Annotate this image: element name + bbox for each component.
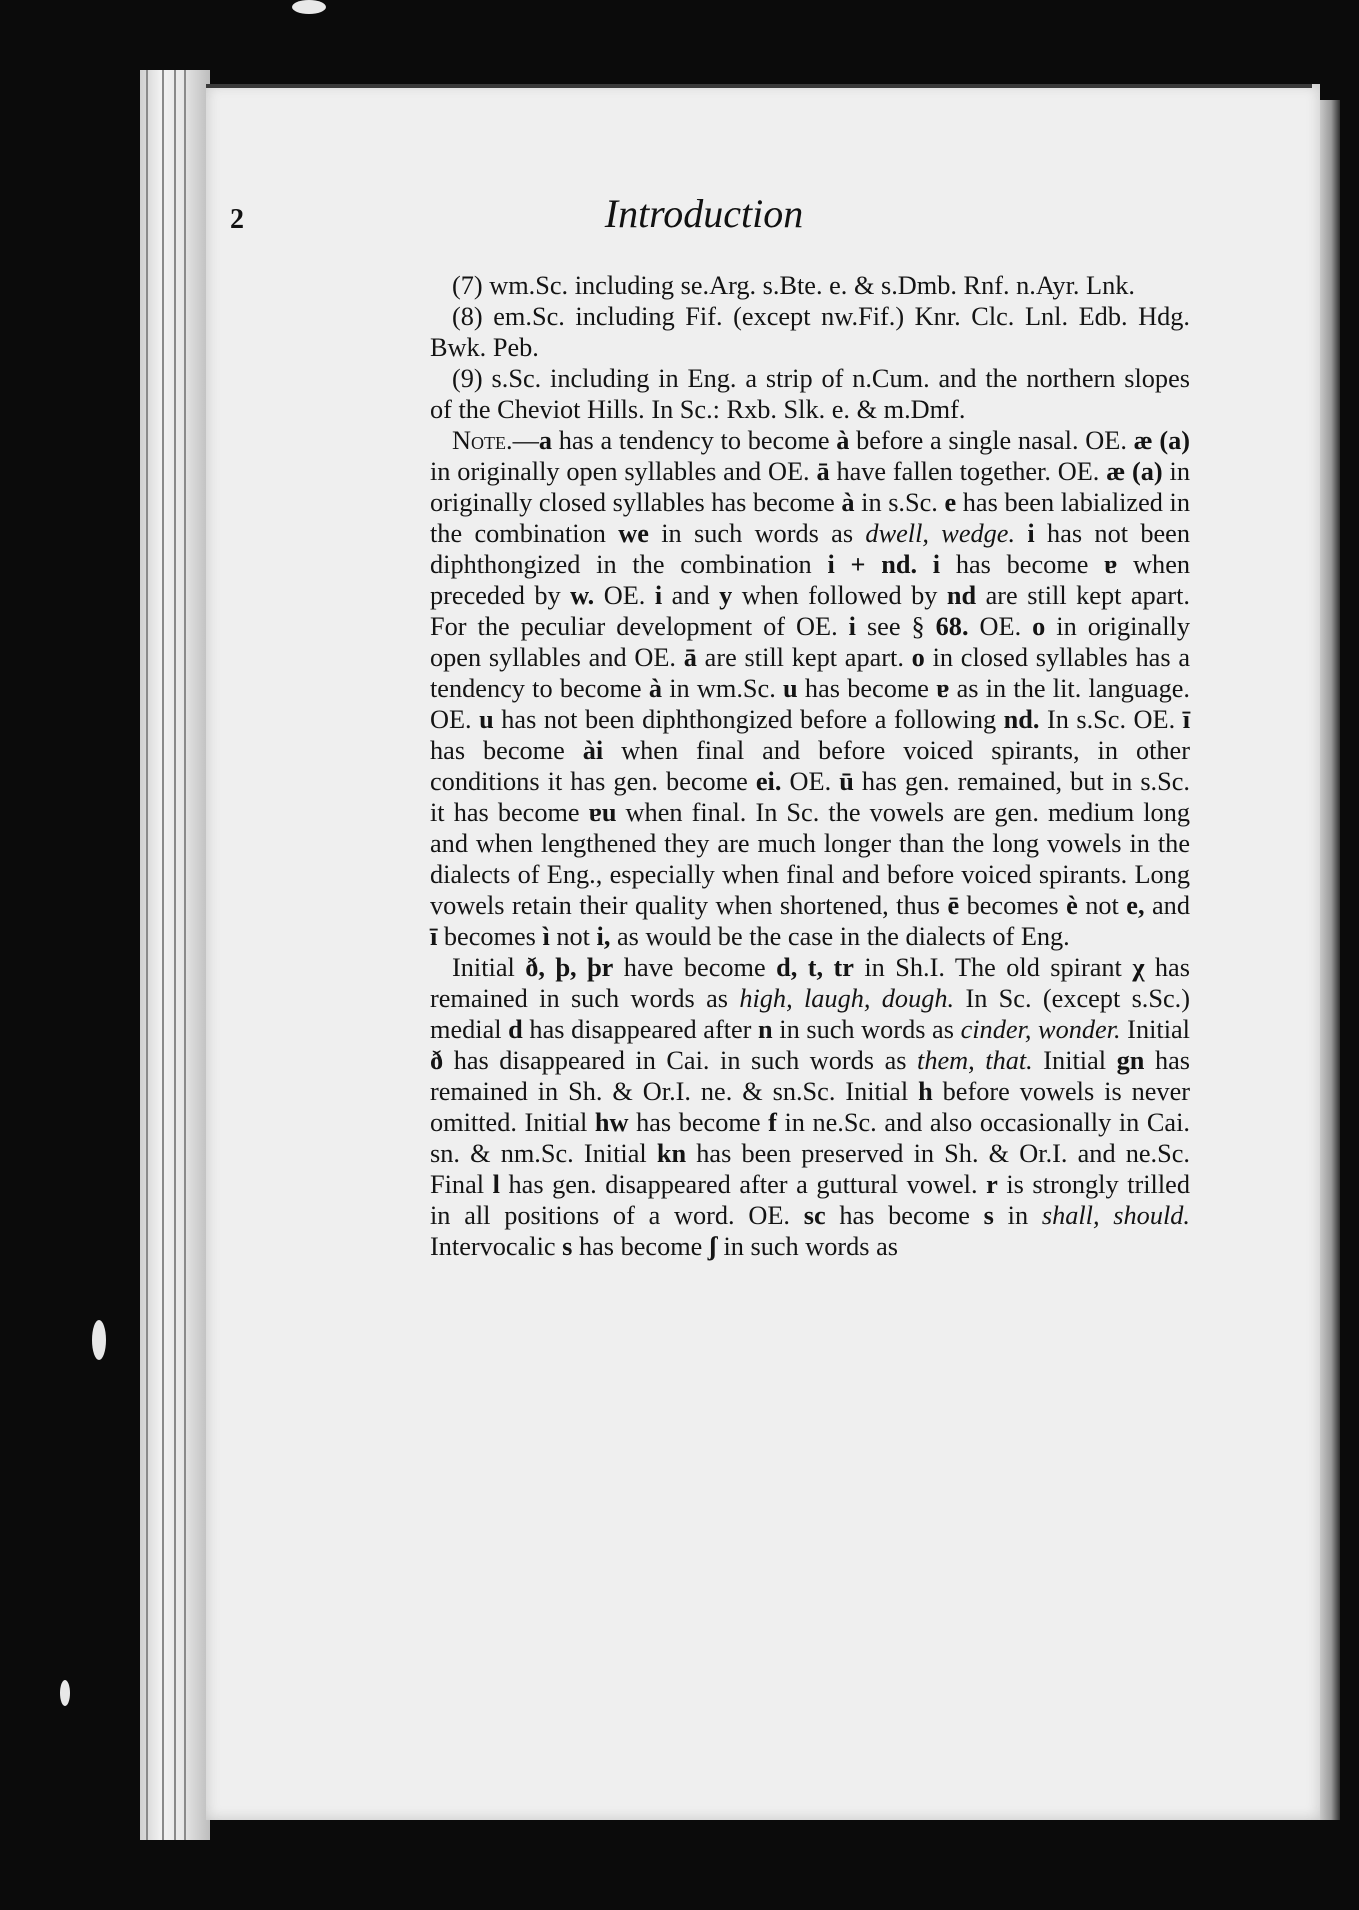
- text-run: e,: [1126, 891, 1145, 920]
- text-run: In s.Sc. OE.: [1039, 705, 1183, 734]
- text-run: ài: [582, 736, 604, 765]
- text-run: a: [538, 426, 553, 455]
- text-run: ei.: [755, 767, 782, 796]
- text-run: æ (a): [1133, 426, 1191, 455]
- page-edge-line: [162, 70, 164, 1840]
- text-run: Intervocalic: [430, 1232, 563, 1261]
- text-run: nd: [946, 581, 977, 610]
- text-run: as in the lit. language. OE.: [430, 674, 1190, 734]
- text-run: i: [1027, 519, 1035, 548]
- text-run: ē: [947, 891, 960, 920]
- scan-artifact: [292, 0, 326, 14]
- text-run: in such words as: [716, 1232, 899, 1261]
- text-run: hw: [594, 1108, 629, 1137]
- text-run: has disappeared in Cai. in such words as: [443, 1046, 918, 1075]
- page-edge-line: [146, 70, 148, 1840]
- text-run: u: [783, 674, 798, 703]
- text-run: nd.: [1003, 705, 1040, 734]
- text-run: and: [662, 581, 720, 610]
- text-run: has become: [628, 1108, 769, 1137]
- text-run: s: [983, 1201, 994, 1230]
- text-run: i: [654, 581, 663, 610]
- text-run: in originally open syllables and OE.: [430, 457, 817, 486]
- text-run: them, that.: [917, 1046, 1033, 1075]
- text-run: in such words as: [772, 1015, 961, 1044]
- text-run: i: [848, 612, 856, 641]
- book-fore-edge: [1318, 100, 1340, 1820]
- paragraph: [430, 301, 1190, 363]
- text-run: OE.: [781, 767, 840, 796]
- text-run: ī: [1182, 705, 1191, 734]
- text-run: in originally closed syllables has become: [430, 457, 1190, 517]
- text-run: ð: [430, 1046, 444, 1075]
- text-run: cinder, wonder.: [960, 1015, 1121, 1044]
- text-run: has remained in such words as: [430, 953, 1190, 1013]
- text-run: sc: [803, 1201, 826, 1230]
- text-run: i + nd.: [827, 550, 918, 579]
- text-run: has gen. remained, but in s.Sc. it has become: [430, 767, 1190, 827]
- text-run: y: [719, 581, 733, 610]
- text-run: has a tendency to become: [552, 426, 837, 455]
- text-run: in originally open syllables and OE.: [430, 612, 1190, 672]
- text-run: not: [549, 922, 597, 951]
- text-run: In Sc. (except s.Sc.) medial: [430, 984, 1191, 1044]
- text-run: d: [508, 1015, 523, 1044]
- text-run: has gen. disappeared after a guttural vowel.: [499, 1170, 987, 1199]
- text-run: has become: [572, 1232, 709, 1261]
- text-run: l: [492, 1170, 500, 1199]
- text-run: when preceded by: [430, 550, 1191, 610]
- text-run: f: [768, 1108, 777, 1137]
- scan-artifact: [60, 1680, 70, 1706]
- text-run: has become: [797, 674, 937, 703]
- text-run: have fallen together. OE.: [829, 457, 1107, 486]
- text-run: has been preserved in Sh. & Or.I. and ne.Sc. Final: [430, 1139, 1191, 1199]
- text-run: in Sh.I. The old spirant: [853, 953, 1133, 982]
- text-run: has not been diphthongized in the combination: [430, 519, 1191, 579]
- text-run: have become: [613, 953, 777, 982]
- text-run: in s.Sc.: [854, 488, 945, 517]
- text-run: —: [512, 426, 539, 455]
- book-spine-edge: [140, 70, 210, 1840]
- body-text: [430, 270, 1190, 1262]
- text-run: ɐ: [936, 674, 950, 703]
- text-run: r: [986, 1170, 998, 1199]
- text-run: ī: [430, 922, 438, 951]
- text-run: ì: [542, 922, 550, 951]
- text-run: ā: [816, 457, 830, 486]
- text-run: we: [618, 519, 649, 548]
- text-run: æ (a): [1106, 457, 1163, 486]
- text-run: has not been diphthongized before a following: [493, 705, 1004, 734]
- text-run: are still kept apart.: [696, 643, 912, 672]
- page-number: 2: [230, 204, 244, 235]
- text-run: gn: [1116, 1046, 1145, 1075]
- text-run: d, t, tr: [776, 953, 854, 982]
- page-edge-line: [184, 70, 186, 1840]
- text-run: dwell, wedge.: [865, 519, 1016, 548]
- text-run: w.: [570, 581, 595, 610]
- text-run: in: [993, 1201, 1042, 1230]
- text-run: [1015, 519, 1027, 548]
- text-run: (9) s.Sc. including in Eng. a strip of n.Cum. and the northern slopes of the Cheviot Hills. In Sc.: Rxb. Slk. e. & m.Dmf.: [430, 364, 1190, 424]
- text-run: see §: [855, 612, 936, 641]
- text-run: χ: [1132, 953, 1145, 982]
- text-run: as would be the case in the dialects of Eng.: [610, 922, 1070, 951]
- text-run: ð, þ, þr: [525, 953, 614, 982]
- text-run: becomes: [437, 922, 543, 951]
- text-run: has remained in Sh. & Or.I. ne. & sn.Sc. Initial: [430, 1046, 1191, 1106]
- text-run: Initial: [1120, 1015, 1190, 1044]
- text-run: in ne.Sc. and also occasionally in Cai. sn. & nm.Sc. Initial: [430, 1108, 1190, 1168]
- text-run: has been labialized in the combination: [430, 488, 1190, 548]
- text-run: (7) wm.Sc. including se.Arg. s.Bte. e. & s.Dmb. Rnf. n.Ayr. Lnk.: [452, 271, 1135, 300]
- scan-artifact: [92, 1320, 106, 1360]
- text-run: o: [911, 643, 925, 672]
- text-run: u: [479, 705, 494, 734]
- paragraph: [430, 425, 1190, 952]
- text-run: are still kept apart. For the peculiar development of OE.: [430, 581, 1190, 641]
- running-head: Introduction: [604, 191, 804, 236]
- text-run: before vowels is never omitted. Initial: [430, 1077, 1191, 1137]
- text-run: 68.: [935, 612, 969, 641]
- text-run: ā: [683, 643, 697, 672]
- text-run: Note.: [452, 426, 513, 455]
- text-run: in wm.Sc.: [662, 674, 784, 703]
- paragraph: [430, 363, 1190, 425]
- paragraph: [430, 952, 1190, 1262]
- text-run: ɐu: [588, 798, 617, 827]
- text-run: i,: [596, 922, 611, 951]
- text-run: Initial: [452, 953, 526, 982]
- text-run: kn: [656, 1139, 687, 1168]
- text-run: [917, 550, 933, 579]
- text-run: when followed by: [732, 581, 947, 610]
- text-run: has become: [825, 1201, 984, 1230]
- text-run: Initial: [1032, 1046, 1117, 1075]
- text-run: not: [1077, 891, 1127, 920]
- text-run: e: [944, 488, 957, 517]
- text-run: n: [758, 1015, 773, 1044]
- text-run: when final. In Sc. the vowels are gen. medium long and when lengthened they are much longer than the long vowels in the dialects of Eng., especially when final and before voiced spirants. Long vowels retain their quality when shortened, thus: [430, 798, 1190, 920]
- text-run: high, laugh, dough.: [739, 984, 955, 1013]
- text-run: in such words as: [648, 519, 866, 548]
- text-run: when final and before voiced spirants, in other conditions it has gen. become: [430, 736, 1190, 796]
- text-run: OE.: [594, 581, 655, 610]
- text-run: shall, should.: [1041, 1201, 1191, 1230]
- text-run: à: [836, 426, 850, 455]
- text-run: and: [1144, 891, 1190, 920]
- text-run: before a single nasal. OE.: [849, 426, 1134, 455]
- text-run: ʃ: [708, 1232, 717, 1261]
- text-run: has become: [940, 550, 1105, 579]
- text-run: is strongly trilled in all positions of a word. OE.: [430, 1170, 1190, 1230]
- text-run: OE.: [968, 612, 1033, 641]
- text-run: i: [932, 550, 941, 579]
- text-run: in closed syllables has a tendency to become: [430, 643, 1190, 703]
- text-run: has become: [430, 736, 583, 765]
- page-header: [218, 190, 1190, 250]
- text-run: has disappeared after: [522, 1015, 759, 1044]
- text-run: à: [841, 488, 855, 517]
- text-run: (8) em.Sc. including Fif. (except nw.Fif.) Knr. Clc. Lnl. Edb. Hdg. Bwk. Peb.: [430, 302, 1190, 362]
- text-run: h: [918, 1077, 933, 1106]
- text-run: ɐ: [1104, 550, 1118, 579]
- page-top-rule: [206, 84, 1312, 88]
- text-run: è: [1066, 891, 1078, 920]
- text-run: s: [562, 1232, 573, 1261]
- text-run: becomes: [959, 891, 1067, 920]
- paragraph: [430, 270, 1190, 301]
- text-run: à: [648, 674, 662, 703]
- text-run: o: [1032, 612, 1046, 641]
- text-run: ū: [839, 767, 854, 796]
- page-edge-line: [174, 70, 176, 1840]
